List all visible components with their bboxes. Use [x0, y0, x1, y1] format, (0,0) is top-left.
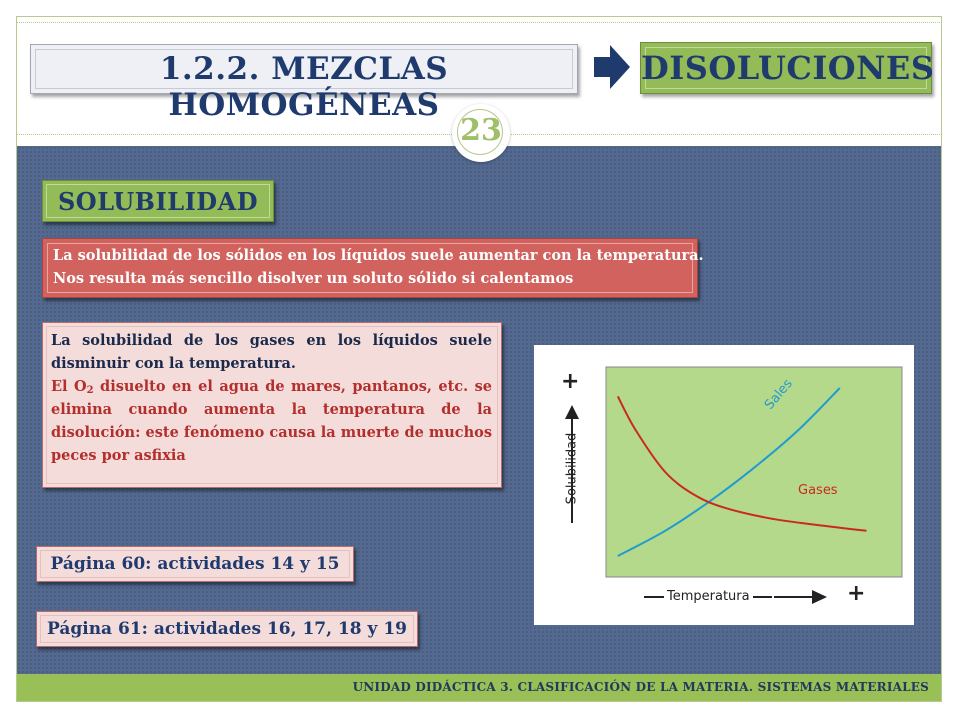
series-label-sales: Sales [762, 376, 796, 413]
activity-box-page-61 [36, 611, 418, 647]
gases-paragraph-2 [51, 375, 492, 467]
activity-label-page-61: Página 61: actividades 16, 17, 18 y 19 [47, 619, 407, 639]
gases-o2-subscript: 2 [86, 385, 94, 396]
section-heading: SOLUBILIDAD [57, 187, 259, 216]
activity-label-page-60: Página 60: actividades 14 y 15 [50, 554, 340, 574]
x-axis-label: Temperatura [664, 589, 753, 604]
activity-box-page-60 [36, 546, 354, 582]
gases-text [51, 329, 492, 467]
x-axis-arrowhead-icon [812, 590, 827, 604]
gases-o2-prefix: El O [51, 378, 87, 395]
y-axis-arrowhead-icon [565, 405, 579, 419]
y-axis-label: Solubilidad [564, 432, 580, 505]
section-heading-box [42, 180, 274, 222]
series-label-gases: Gases [798, 483, 838, 498]
gases-paragraph-1: La solubilidad de los gases en los líquidos suele disminuir con la temperatura. [51, 332, 492, 372]
gases-paragraph-2-text: disuelto en el agua de mares, pantanos, etc. se elimina cuando aumenta la temperatura de la disolución: este fenómeno causa la muerte de muchos peces por asfixia [51, 378, 492, 464]
gases-solubility-box [42, 322, 502, 488]
solids-solubility-box [42, 238, 704, 298]
subtitle-box [640, 42, 935, 94]
top-dotted-divider [16, 22, 942, 23]
page-title: 1.2.2. MEZCLAS HOMOGÉNEAS [159, 51, 449, 123]
x-axis-plus-marker: + [847, 581, 866, 606]
solids-line-1: La solubilidad de los sólidos en los líquidos suele aumentar con la temperatura. [53, 247, 704, 264]
footer-text: UNIDAD DIDÁCTICA 3. CLASIFICACIÓN DE LA MATERIA. SISTEMAS MATERIALES [352, 680, 929, 694]
page-number: 23 [460, 113, 502, 148]
solubility-chart [534, 345, 914, 625]
y-axis-plus-marker: + [561, 369, 580, 394]
title-box [30, 44, 578, 123]
page-number-badge [452, 104, 510, 162]
page-subtitle: DISOLUCIONES [641, 49, 935, 87]
plot-area [606, 367, 902, 577]
arrow-right-icon [592, 42, 632, 92]
footer-bar [17, 674, 941, 701]
solids-line-2: Nos resulta más sencillo disolver un soluto sólido si calentamos [53, 270, 574, 287]
